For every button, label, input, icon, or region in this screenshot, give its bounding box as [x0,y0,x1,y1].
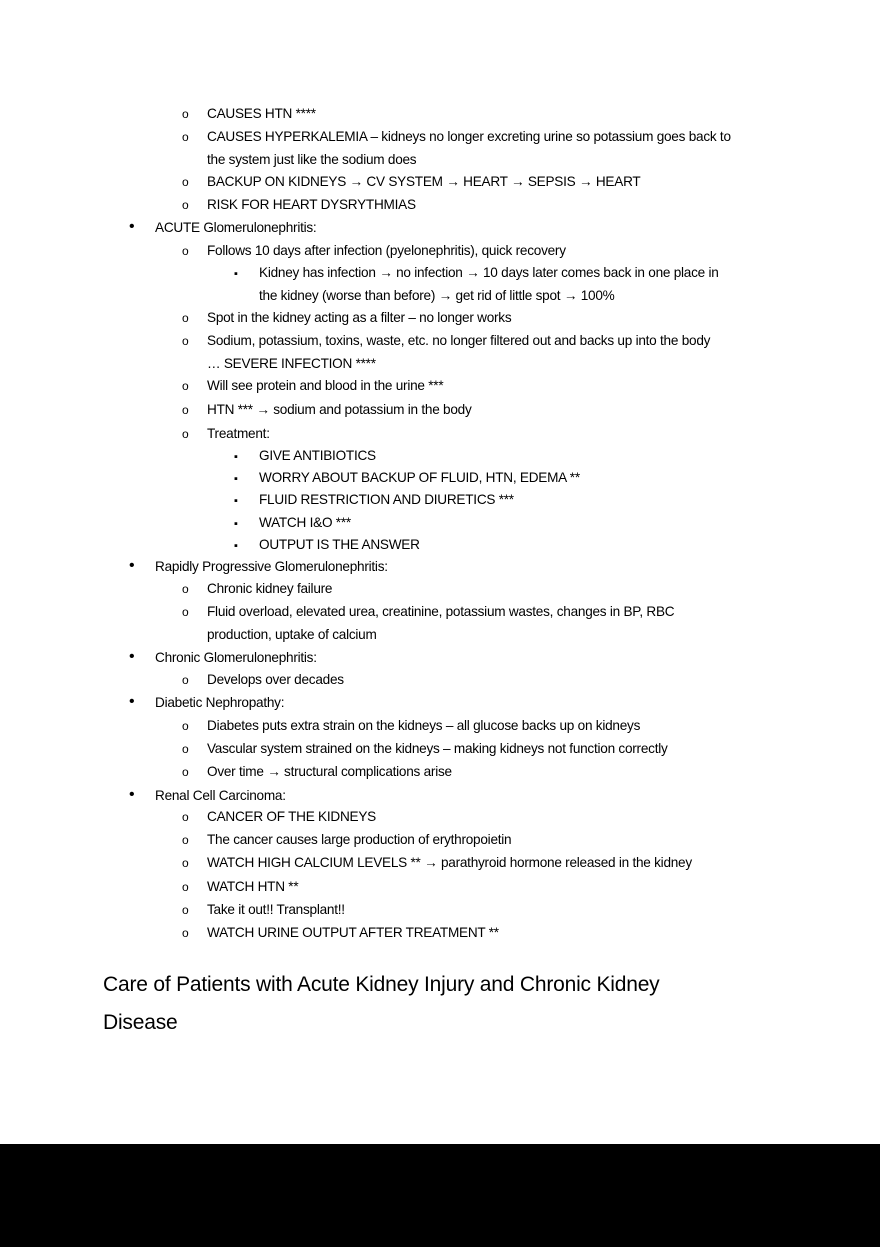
list-item: Sodium, potassium, toxins, waste, etc. no longer filtered out and backs up into the body [207,333,711,348]
disc-bullet-icon [129,786,135,804]
list-item: CAUSES HYPERKALEMIA – kidneys no longer excreting urine so potassium goes back to [207,129,731,144]
circle-bullet-icon [182,740,189,758]
list-subitem: GIVE ANTIBIOTICS [259,448,376,463]
section-item: Chronic Glomerulonephritis: [155,650,317,665]
disc-bullet-icon [129,557,135,575]
list-item: Develops over decades [207,672,344,687]
circle-bullet-icon [182,671,189,689]
circle-bullet-icon [182,309,189,327]
list-item: Chronic kidney failure [207,581,333,596]
list-item: Vascular system strained on the kidneys – making kidneys not function correctly [207,741,668,756]
page-bottom-black-band [0,1144,880,1247]
circle-bullet-icon [182,425,189,443]
circle-bullet-icon [182,831,189,849]
list-item: Over time → structural complications arise [207,764,452,779]
list-item: Treatment: [207,426,270,441]
circle-bullet-icon [182,924,189,942]
disc-bullet-icon [129,693,135,711]
section-item: ACUTE Glomerulonephritis: [155,220,317,235]
circle-bullet-icon [182,196,189,214]
circle-bullet-icon [182,603,189,621]
square-bullet-icon [234,469,238,488]
section-item: Diabetic Nephropathy: [155,695,285,710]
section-item: Renal Cell Carcinoma: [155,788,286,803]
circle-bullet-icon [182,242,189,260]
list-item: WATCH HIGH CALCIUM LEVELS ** → parathyroid hormone released in the kidney [207,855,692,870]
list-subitem: FLUID RESTRICTION AND DIURETICS *** [259,492,514,507]
circle-bullet-icon [182,854,189,872]
list-item: Diabetes puts extra strain on the kidneys – all glucose backs up on kidneys [207,718,641,733]
list-item: Take it out!! Transplant!! [207,902,345,917]
list-item: Fluid overload, elevated urea, creatinine, potassium wastes, changes in BP, RBC [207,604,675,619]
section-item: Rapidly Progressive Glomerulonephritis: [155,559,388,574]
circle-bullet-icon [182,808,189,826]
list-subitem: Kidney has infection → no infection → 10 days later comes back in one place in [259,265,719,280]
circle-bullet-icon [182,901,189,919]
circle-bullet-icon [182,332,189,350]
list-item: The cancer causes large production of erythropoietin [207,832,512,847]
circle-bullet-icon [182,763,189,781]
circle-bullet-icon [182,580,189,598]
circle-bullet-icon [182,377,189,395]
square-bullet-icon [234,514,238,533]
list-item: RISK FOR HEART DYSRYTHMIAS [207,197,416,212]
square-bullet-icon [234,447,238,466]
list-item: Spot in the kidney acting as a filter – no longer works [207,310,512,325]
list-item: Will see protein and blood in the urine *** [207,378,444,393]
list-item-continuation: … SEVERE INFECTION **** [207,356,376,371]
circle-bullet-icon [182,105,189,123]
square-bullet-icon [234,491,238,510]
list-item-continuation: the system just like the sodium does [207,152,417,167]
circle-bullet-icon [182,878,189,896]
list-item: WATCH URINE OUTPUT AFTER TREATMENT ** [207,925,499,940]
square-bullet-icon [234,264,238,283]
list-item: Follows 10 days after infection (pyelonephritis), quick recovery [207,243,566,258]
list-item: HTN *** → sodium and potassium in the body [207,402,472,417]
circle-bullet-icon [182,173,189,191]
circle-bullet-icon [182,401,189,419]
list-item: BACKUP ON KIDNEYS → CV SYSTEM → HEART → SEPSIS → HEART [207,174,641,189]
list-subitem: WATCH I&O *** [259,515,351,530]
list-item: WATCH HTN ** [207,879,299,894]
list-item-continuation: production, uptake of calcium [207,627,377,642]
disc-bullet-icon [129,218,135,236]
list-item: CANCER OF THE KIDNEYS [207,809,376,824]
section-heading-continuation: Disease [103,1011,178,1034]
list-subitem: OUTPUT IS THE ANSWER [259,537,420,552]
section-heading: Care of Patients with Acute Kidney Injury and Chronic Kidney [103,973,660,996]
list-subitem: WORRY ABOUT BACKUP OF FLUID, HTN, EDEMA ** [259,470,580,485]
list-subitem-continuation: the kidney (worse than before) → get rid of little spot → 100% [259,288,615,303]
list-item: CAUSES HTN **** [207,106,316,121]
disc-bullet-icon [129,648,135,666]
circle-bullet-icon [182,128,189,146]
square-bullet-icon [234,536,238,555]
circle-bullet-icon [182,717,189,735]
